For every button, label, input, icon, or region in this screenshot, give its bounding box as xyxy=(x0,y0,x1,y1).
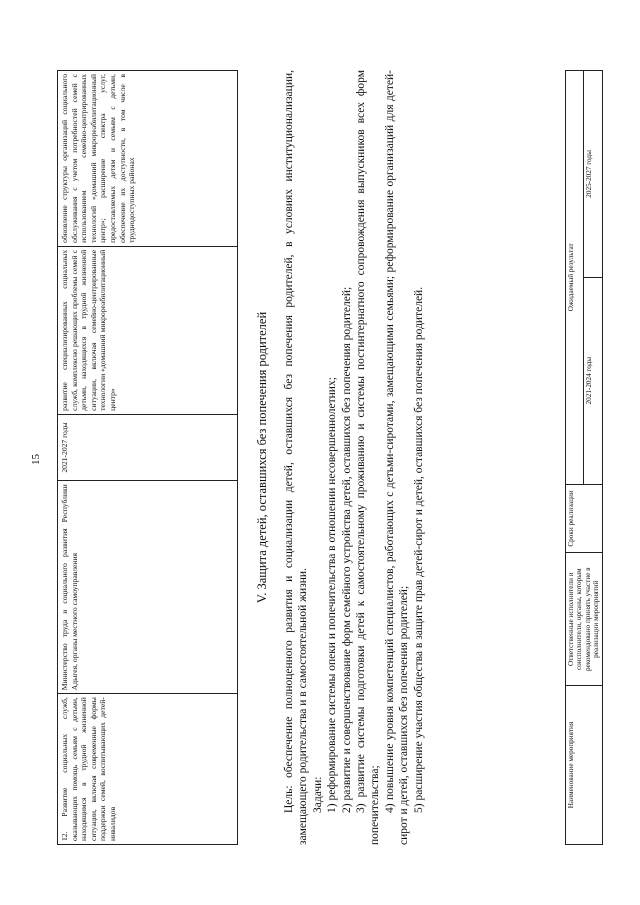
col-period2-header: 2025-2027 годы xyxy=(584,71,602,278)
col-period1-header: 2021-2024 годы xyxy=(584,277,602,484)
col-deadline-header: Сроки реализации xyxy=(566,484,603,553)
col-responsible-header: Ответственные исполнители и соисполнители, органы, которым рекомендовано принять участие в реализации мероприятий xyxy=(566,553,603,686)
task-item: 3) развитие системы подготовки детей к самостоятельному проживанию и системы постинтернатного сопровождения выпускников всех форм попечительства; xyxy=(355,70,382,845)
result-2025-2027-cell: обновление структуры организаций социального обслуживания с учетом потребностей семей с использованием семейно-центрированных технологий «домашний микрореабилитационный центр»; расширение спектра услуг, предоставляемых детям и семьям с детьми, обеспечение их доступности, в том числе в труднодоступных районах xyxy=(58,71,238,247)
col-name-header: Наименование мероприятия xyxy=(566,685,603,844)
goal-paragraph: Цель: обеспечение полноценного развития и социализации детей, оставшихся без попечения родителей, в условиях институционализации, замещающего родительства и в самостоятельной жизни. xyxy=(283,70,310,845)
measures-table-continuation xyxy=(57,70,238,845)
section-body xyxy=(282,70,426,845)
table-header-row xyxy=(566,71,584,845)
section-heading: V. Защита детей, оставшихся без попечения родителей xyxy=(255,311,269,604)
measure-name-cell: 12. Развитие социальных служб, оказывающих помощь семьям с детьми, находящимся в трудной жизненной ситуации, включая современные формы поддержки семей, воспитывающих детей-инвалидов xyxy=(58,694,238,845)
task-item: 2) развитие и совершенствование форм семейного устройства детей, оставшихся без попечения родителей; xyxy=(340,286,353,813)
task-item: 5) расширение участия общества в защите прав детей-сирот и детей, оставшихся без попечения родителей. xyxy=(412,286,425,813)
task-item: 1) реформирование системы опеки и попечительства в отношении несовершеннолетних; xyxy=(326,377,339,813)
deadline-cell: 2021-2027 годы xyxy=(58,414,238,480)
result-2021-2024-cell: развитие специализированных социальных служб, комплексно решающих проблемы семей с детьми, находящихся в трудной жизненной ситуации, включая семейно-центрированные технологии «домашний микрореабилитационный центр» xyxy=(58,246,238,414)
tasks-label: Задачи: xyxy=(311,776,324,813)
page-number: 15 xyxy=(30,454,42,465)
table-row xyxy=(58,71,238,845)
responsible-cell: Министерство труда и социального развития Республики Адыгея, органы местного самоуправления xyxy=(58,481,238,694)
task-item: 4) повышение уровня компетенций специалистов, работающих с детьми-сиротами, замещающими семьями; реформирование организаций для детей-сирот и детей, оставшихся без попечения родителей; xyxy=(383,70,411,845)
col-result-header: Ожидаемый результат xyxy=(566,71,584,485)
measures-table-header xyxy=(565,70,603,845)
